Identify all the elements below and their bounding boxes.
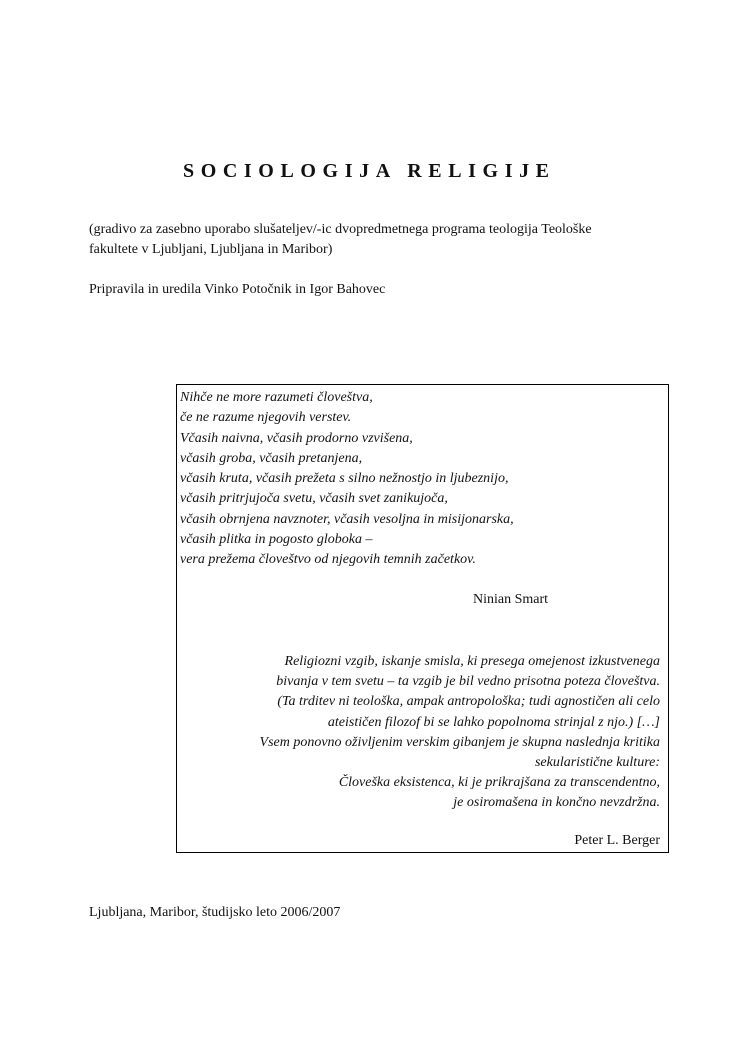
quote-line: je osiromašena in končno nevzdržna. (453, 795, 660, 811)
poem-line: včasih plitka in pogosto globoka – (180, 532, 373, 548)
poem-line: včasih kruta, včasih prežeta s silno nežnostjo in ljubeznijo, (180, 471, 509, 487)
poem-line: Včasih naivna, včasih prodorno vzvišena, (180, 430, 413, 446)
quote-line: bivanja v tem svetu – ta vzgib je bil vedno prisotna poteza človeštva. (276, 674, 660, 690)
poem-line: Nihče ne more razumeti človeštva, (180, 390, 373, 405)
subtitle-line: fakultete v Ljubljani, Ljubljana in Maribor) (89, 242, 333, 257)
quote-line: Vsem ponovno oživljenim verskim gibanjem je skupna naslednja kritika (259, 734, 660, 750)
poem-author: Ninian Smart (473, 592, 549, 607)
quote-line: Religiozni vzgib, iskanje smisla, ki presega omejenost izkustvenega (284, 654, 660, 669)
poem-line: včasih groba, včasih pretanjena, (180, 450, 363, 466)
quote-line: (Ta trditev ni teološka, ampak antropološka; tudi agnostičen ali celo (277, 694, 660, 710)
quote-line: sekularistične kulture: (534, 755, 660, 771)
berger-quote (260, 652, 660, 814)
poem (180, 388, 514, 571)
editors: Pripravila in uredila Vinko Potočnik in Igor Bahovec (89, 282, 386, 297)
poem-line: če ne razume njegovih verstev. (180, 410, 352, 426)
poem-line: včasih obrnjena navznoter, včasih vesoljna in misijonarska, (180, 511, 514, 527)
footer-place-date: Ljubljana, Maribor, študijsko leto 2006/2007 (89, 905, 341, 920)
quote-line: ateističen filozof bi se lahko popolnoma strinjal z njo.) […] (327, 714, 660, 730)
document-title: SOCIOLOGIJA RELIGIJE (183, 160, 556, 182)
poem-line: včasih pritrjujoča svetu, včasih svet zanikujoča, (180, 491, 448, 507)
poem-line: vera prežema človeštvo od njegovih temnih začetkov. (180, 552, 476, 568)
quote-author: Peter L. Berger (574, 833, 660, 848)
quote-line: Človeška eksistenca, ki je prikrajšana za transcendentno, (338, 775, 660, 791)
subtitle-line: (gradivo za zasebno uporabo slušateljev/-ic dvopredmetnega programa teologija Teološke (89, 222, 592, 237)
quote-box (176, 384, 669, 853)
